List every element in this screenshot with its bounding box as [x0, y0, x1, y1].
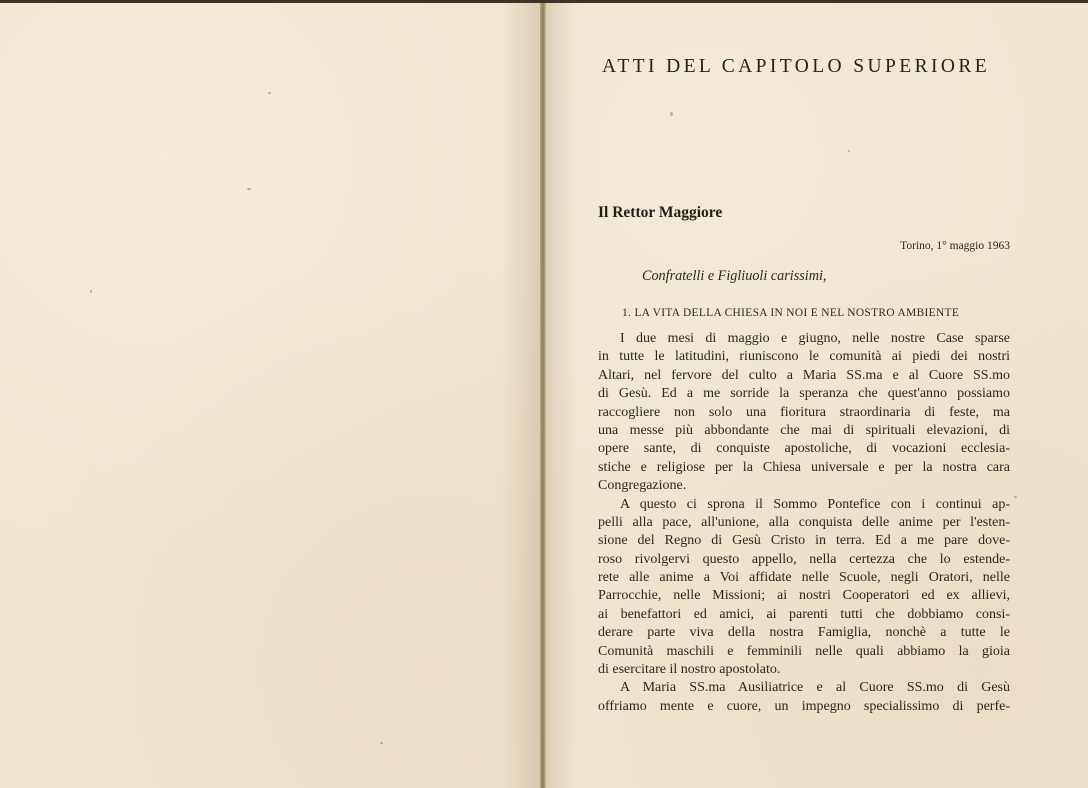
paper-speck	[247, 188, 251, 190]
text-line: di esercitare il nostro apostolato.	[598, 662, 781, 678]
text-line: derare parte viva della nostra Famiglia, nonchè a tutte le	[598, 625, 1010, 641]
section-subheading: 1. LA VITA DELLA CHIESA IN NOI E NEL NOSTRO AMBIENTE	[622, 307, 960, 319]
salutation: Confratelli e Figliuoli carissimi,	[642, 268, 827, 284]
paper-speck	[670, 112, 673, 116]
text-line: A questo ci sprona il Sommo Pontefice con i continui ap-	[620, 496, 1010, 512]
text-line: stiche e religiose per la Chiesa universale e per la nostra cara	[598, 459, 1010, 475]
text-line: Parrocchie, nelle Missioni; ai nostri Cooperatori ed ex allievi,	[598, 588, 1010, 604]
section-title: Il Rettor Maggiore	[598, 204, 723, 221]
paper-speck	[1014, 496, 1017, 498]
running-head: ATTI DEL CAPITOLO SUPERIORE	[602, 56, 991, 77]
text-line: sione del Regno di Gesù Cristo in terra. Ed a me pare dove-	[598, 533, 1010, 549]
paper-speck	[848, 150, 850, 152]
top-edge	[0, 0, 1088, 3]
text-line: offriamo mente e cuore, un impegno specialissimo di perfe-	[598, 698, 1010, 714]
body-text	[598, 330, 1010, 716]
text-line: A Maria SS.ma Ausiliatrice e al Cuore SS.mo di Gesù	[620, 680, 1010, 696]
text-line: raccogliere non solo una fioritura straordinaria di feste, ma	[598, 404, 1010, 420]
text-line: una messe più abbondante che mai di spirituali elevazioni, di	[598, 422, 1010, 438]
text-line: di Gesù. Ed a me sorride la speranza che quest'anno possiamo	[598, 386, 1010, 402]
dateline: Torino, 1° maggio 1963	[900, 240, 1010, 252]
text-line: rete alle anime a Voi affidate nelle Scuole, negli Oratori, nelle	[598, 570, 1010, 586]
text-line: Comunità maschili e femminili nelle quali abbiamo la gioia	[598, 643, 1010, 659]
paper-speck	[380, 742, 383, 744]
paper-speck	[268, 92, 271, 94]
left-page-blank	[0, 0, 541, 788]
text-line: pelli alla pace, all'unione, alla conquista delle anime per l'esten-	[598, 514, 1010, 530]
text-line: Altari, nel fervore del culto a Maria SS.ma e al Cuore SS.mo	[598, 367, 1010, 383]
paper-speck	[90, 290, 92, 293]
text-line: Congregazione.	[598, 478, 687, 494]
text-line: ai benefattori ed amici, ai parenti tutti che dobbiamo consi-	[598, 606, 1010, 622]
text-line: I due mesi di maggio e giugno, nelle nostre Case sparse	[620, 331, 1010, 346]
text-line: opere sante, di conquiste apostoliche, di vocazioni ecclesia-	[598, 441, 1010, 457]
text-line: in tutte le latitudini, riuniscono le comunità ai piedi dei nostri	[598, 349, 1010, 365]
text-line: roso rivolgervi questo appello, nella certezza che lo estende-	[598, 551, 1010, 567]
